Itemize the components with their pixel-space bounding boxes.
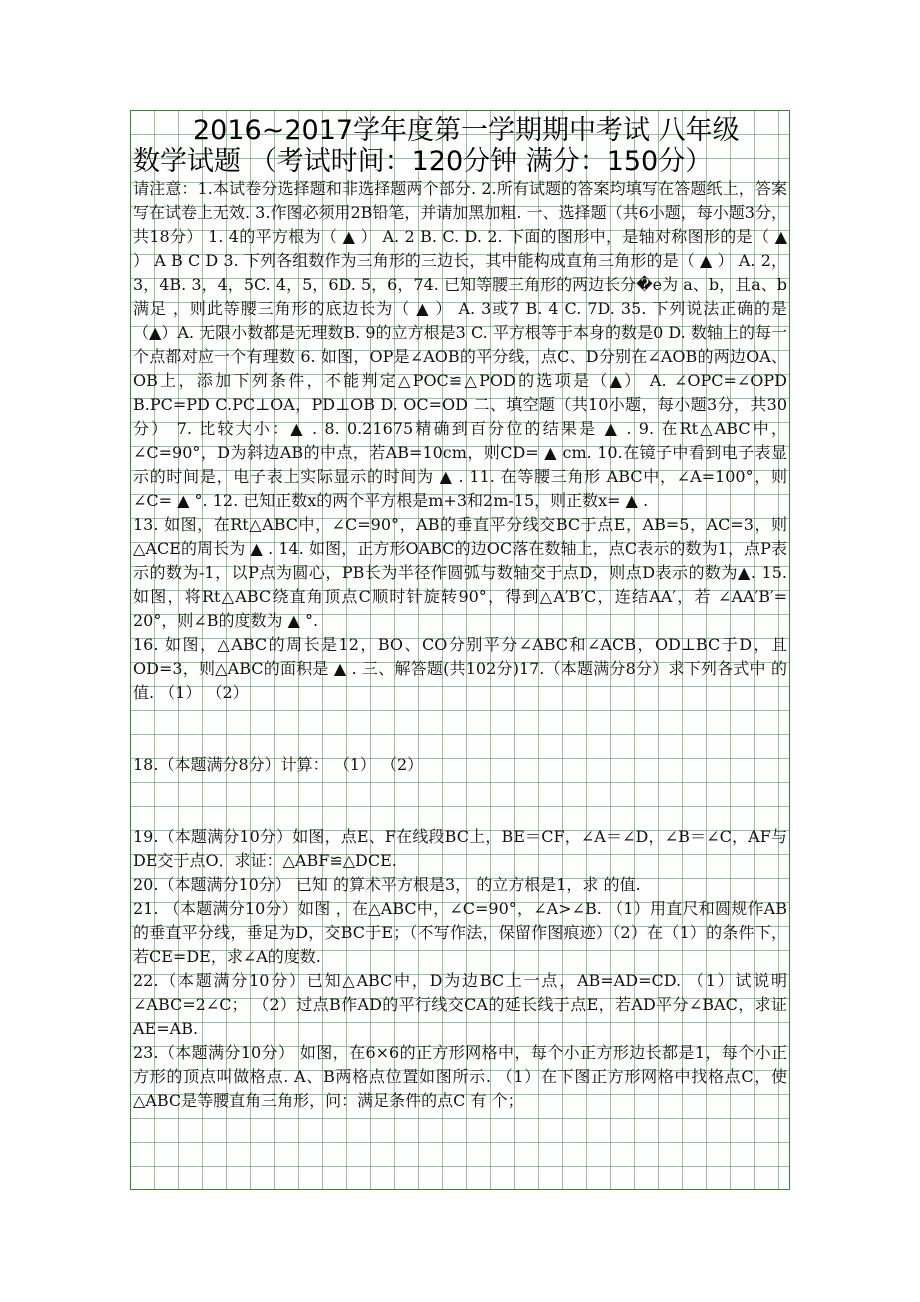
exam-title: [133, 115, 787, 177]
question-22: 22.（本题满分10分）已知△ABC中，D为边BC上一点，AB=AD=CD. （1）试说明∠ABC=2∠C； （2）过点B作AD的平行线交CA的延长线于点E，若AD平分∠BAC，求证AE=AB.: [133, 971, 787, 1038]
question-21: 21. （本题满分10分）如图 ，在△ABC中，∠C=90°，∠A>∠B. （1）用直尺和圆规作AB的垂直平分线，垂足为D，交BC于E；（不写作法，保留作图痕迹）（2）在（1）的条件下，若CE=DE，求∠A的度数.: [133, 899, 787, 966]
blank-space: [133, 705, 787, 753]
question-23: 23.（本题满分10分） 如图，在6×6的正方形网格中，每个小正方形边长都是1，每个小正方形的顶点叫做格点. A、B两格点位置如图所示. （1）在下图正方形网格中找格点C，使△ABC是等腰直角三角形，问：满足条件的点C 有 个；: [133, 1043, 787, 1110]
questions-16-17: 16. 如图，△ABC的周长是12，BO、CO分别平分∠ABC和∠ACB，OD⊥BC于D，且OD=3，则△ABC的面积是 ▲ . 三、解答题(共102分)17.（本题满分8分）求下列各式中 的值. （1） （2）: [133, 635, 787, 702]
questions-13-15: 13. 如图，在Rt△ABC中，∠C=90°，AB的垂直平分线交BC于点E，AB=5，AC=3，则△ACE的周长为 ▲ . 14. 如图，正方形OABC的边OC落在数轴上，点C表示的数为1，点P表示的数为-1，以P点为圆心，PB长为半径作圆弧与数轴交于点D，则点D表示的数为▲. 15. 如图，将Rt△ABC绕直角顶点C顺时针旋转90°，得到△A′B′C，连结AA′，若 ∠AA′B′= 20°，则∠B的度数为 ▲ °.: [133, 515, 787, 630]
exam-content: [133, 111, 787, 1113]
question-20: 20.（本题满分10分） 已知 的算术平方根是3， 的立方根是1，求 的值.: [133, 875, 641, 894]
blank-space: [133, 777, 787, 825]
answer-grid-sheet: [130, 110, 790, 1190]
instructions-and-questions-1-12: 请注意：1.本试卷分选择题和非选择题两个部分. 2.所有试题的答案均填写在答题纸上，答案写在试卷上无效. 3.作图必须用2B铅笔，并请加黑加粗. 一、选择题（共6小题，每小题3分，共18分） 1. 4的平方根为（ ▲ ） A. 2 B. C. D. 2. 下面的图形中，是轴对称图形的是（ ▲ ） A B C D 3. 下列各组数作为三角形的三边长，其中能构成直角三角形的是（ ▲ ） A. 2，3，4B. 3，4，5C. 4，5，6D. 5，6，74. 已知等腰三角形的两边长分�e为 a、b，且a、b满足 ，则此等腰三角形的底边长为（ ▲ ） A. 3或7 B. 4 C. 7D. 35. 下列说法正确的是（▲）A. 无限小数都是无理数B. 9的立方根是3 C. 平方根等于本身的数是0 D. 数轴上的每一个点都对应一个有理数 6. 如图，OP是∠AOB的平分线，点C、D分别在∠AOB的两边OA、OB上，添加下列条件，不能判定△POC≌△POD的选项是（▲） A. ∠OPC=∠OPD B.PC=PD C.PC⊥OA，PD⊥OB D. OC=OD 二、填空题（共10小题，每小题3分，共30分） 7. 比较大小：▲ . 8. 0.21675精确到百分位的结果是 ▲ . 9. 在Rt△ABC中，∠C=90°，D为斜边AB的中点，若AB=10cm，则CD= ▲ cm. 10.在镜子中看到电子表显示的时间是，电子表上实际显示的时间为 ▲ . 11. 在等腰三角形 ABC中，∠A=100°，则∠C= ▲ °. 12. 已知正数x的两个平方根是m+3和2m-15，则正数x= ▲ .: [133, 179, 787, 510]
question-19: 19.（本题满分10分）如图，点E、F在线段BC上，BE＝CF，∠A＝∠D，∠B＝∠C，AF与DE交于点O．求证：△ABF≌△DCE.: [133, 827, 787, 870]
exam-title-line2: 数学试题 （考试时间：120分钟 满分：150分）: [133, 146, 713, 177]
exam-title-line1: 2016~2017学年度第一学期期中考试 八年级: [193, 115, 740, 146]
question-18: 18.（本题满分8分）计算： （1） （2）: [133, 755, 424, 774]
